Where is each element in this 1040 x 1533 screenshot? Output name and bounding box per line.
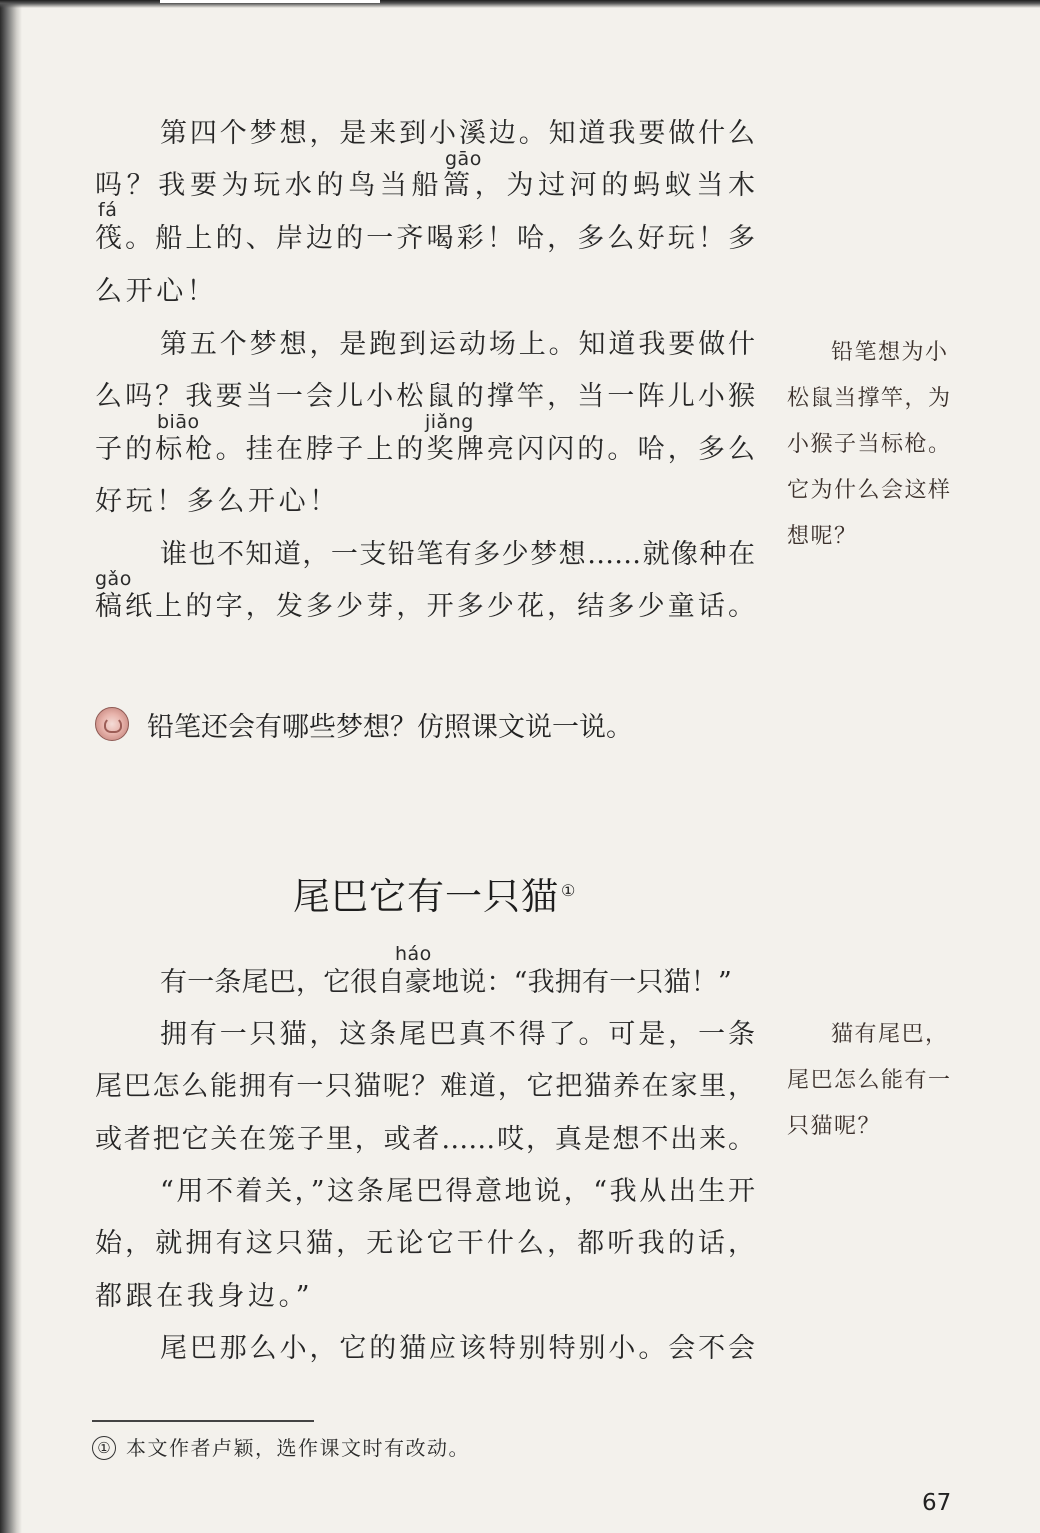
exercise-prompt: [95, 703, 633, 745]
text-line: 么吗？我要当一会儿小松鼠的撑竿，当一阵儿小猴: [95, 381, 755, 412]
text-line: 稿纸上的字，发多少芽，开多少花，结多少童话。: [95, 591, 755, 622]
pinyin-annotation: gāo: [445, 148, 482, 170]
side-note-line: 小猴子当标枪。: [787, 432, 952, 457]
side-note-question: [787, 1012, 952, 1150]
page-top-shadow: [0, 0, 1040, 8]
footnote-divider: [92, 1420, 314, 1422]
text-line: 有一条尾巴，它很自豪地说：“我拥有一只猫！”: [160, 967, 733, 998]
side-note-line: 只猫呢？: [787, 1114, 882, 1139]
page-gutter-shadow: [0, 0, 22, 1533]
speech-bubble-icon: [95, 707, 129, 741]
page-number: 67: [922, 1490, 952, 1516]
page-top-edge: [160, 0, 380, 3]
side-note-line: 铅笔想为小: [831, 340, 949, 365]
text-line: 子的标枪。挂在脖子上的奖牌亮闪闪的。哈，多么: [95, 434, 755, 465]
exercise-text: 铅笔还会有哪些梦想？仿照课文说一说。: [147, 711, 633, 743]
side-note-line: 松鼠当撑竿，为: [787, 386, 952, 411]
footnote-text: 本文作者卢颖，选作课文时有改动。: [126, 1436, 470, 1460]
text-line: 么开心！: [95, 276, 218, 307]
text-line: 好玩！多么开心！: [95, 486, 340, 517]
text-line: 或者把它关在笼子里，或者……哎，真是想不出来。: [95, 1124, 755, 1155]
side-note-line: 它为什么会这样: [787, 478, 952, 503]
text-line: 始，就拥有这只猫，无论它干什么，都听我的话，: [95, 1228, 755, 1259]
footnote-marker: ①: [92, 1436, 116, 1460]
pinyin-annotation: biāo: [157, 411, 200, 433]
lesson-title: [293, 866, 576, 924]
pinyin-annotation: háo: [395, 943, 432, 965]
text-line: 筏。船上的、岸边的一齐喝彩！哈，多么好玩！多: [95, 223, 755, 254]
pinyin-annotation: gǎo: [95, 568, 132, 590]
text-line: 第五个梦想，是跑到运动场上。知道我要做什: [160, 329, 755, 360]
text-line: 尾巴那么小，它的猫应该特别特别小。会不会: [160, 1333, 755, 1364]
lesson-title-text: 尾巴它有一只猫: [293, 875, 559, 918]
pinyin-annotation: jiǎng: [425, 411, 474, 433]
text-line: 第四个梦想，是来到小溪边。知道我要做什么: [160, 118, 755, 149]
side-note-line: 猫有尾巴，: [831, 1022, 949, 1047]
pinyin-annotation: fá: [98, 199, 118, 221]
text-line: “用不着关，”这条尾巴得意地说，“我从出生开: [160, 1176, 755, 1207]
text-line: 吗？我要为玩水的鸟当船篙，为过河的蚂蚁当木: [95, 170, 755, 201]
text-line: 尾巴怎么能拥有一只猫呢？难道，它把猫养在家里，: [95, 1071, 755, 1102]
text-line: 拥有一只猫，这条尾巴真不得了。可是，一条: [160, 1019, 755, 1050]
text-line: 都跟在我身边。”: [95, 1281, 314, 1312]
side-note-line: 想呢？: [787, 524, 858, 549]
side-note-question: [787, 330, 952, 560]
footnote-reference: ①: [561, 880, 577, 900]
footnote: [92, 1432, 470, 1464]
text-line: 谁也不知道，一支铅笔有多少梦想……就像种在: [160, 539, 755, 570]
side-note-line: 尾巴怎么能有一: [787, 1068, 952, 1093]
